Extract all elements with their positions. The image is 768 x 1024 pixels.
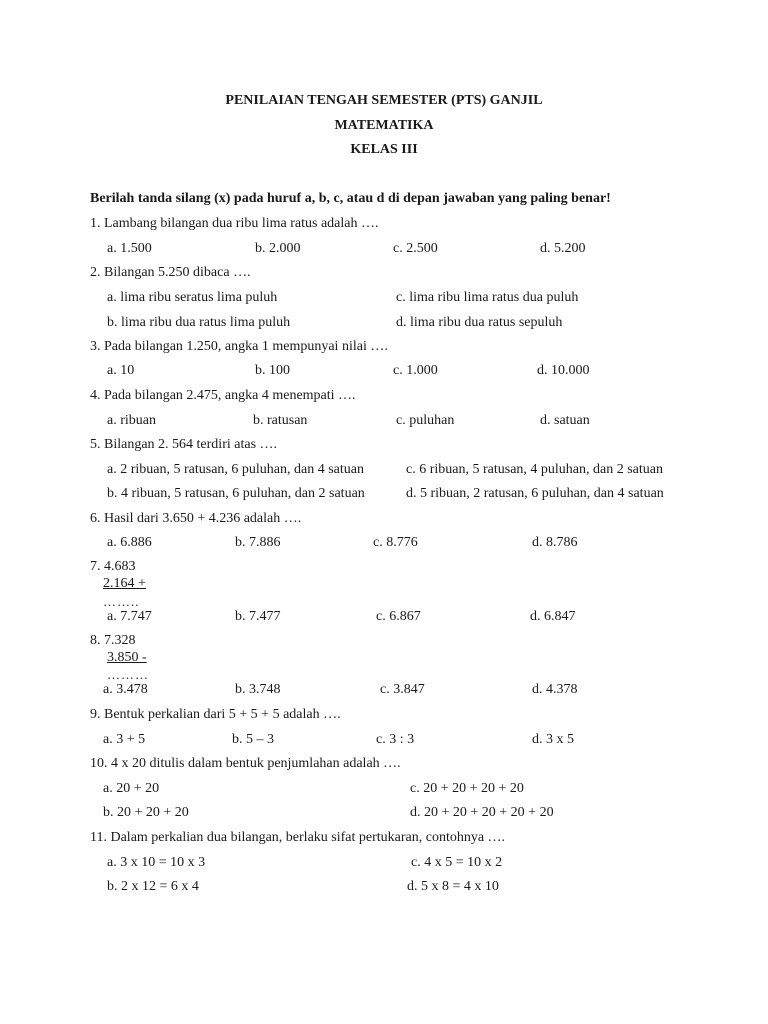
question-3-option-d: d. 10.000 bbox=[537, 363, 590, 378]
question-7-option-c: c. 6.867 bbox=[376, 609, 421, 624]
question-7: 7. 4.683 bbox=[90, 559, 136, 574]
question-3-option-b: b. 100 bbox=[255, 363, 290, 378]
question-8-option-c: c. 3.847 bbox=[380, 682, 425, 697]
question-9-option-b: b. 5 – 3 bbox=[232, 732, 274, 747]
class-title: KELAS III bbox=[350, 142, 418, 157]
question-7-option-b: b. 7.477 bbox=[235, 609, 281, 624]
question-6: 6. Hasil dari 3.650 + 4.236 adalah …. bbox=[90, 511, 302, 526]
question-2-option-c: c. lima ribu lima ratus dua puluh bbox=[396, 290, 579, 305]
question-5-option-d: d. 5 ribuan, 2 ratusan, 6 puluhan, dan 4 satuan bbox=[406, 486, 664, 501]
question-9-option-d: d. 3 x 5 bbox=[532, 732, 574, 747]
question-8-subtrahend: 3.850 - bbox=[107, 650, 147, 665]
question-2: 2. Bilangan 5.250 dibaca …. bbox=[90, 265, 251, 280]
question-1: 1. Lambang bilangan dua ribu lima ratus adalah …. bbox=[90, 216, 379, 231]
question-4-option-a: a. ribuan bbox=[107, 413, 156, 428]
question-6-option-a: a. 6.886 bbox=[107, 535, 152, 550]
question-2-option-b: b. lima ribu dua ratus lima puluh bbox=[107, 315, 291, 330]
question-6-option-d: d. 8.786 bbox=[532, 535, 578, 550]
question-6-option-b: b. 7.886 bbox=[235, 535, 281, 550]
question-1-option-a: a. 1.500 bbox=[107, 241, 152, 256]
question-7-option-a: a. 7.747 bbox=[107, 609, 152, 624]
question-7-addend: 2.164 + bbox=[103, 576, 146, 591]
question-5: 5. Bilangan 2. 564 terdiri atas …. bbox=[90, 437, 278, 452]
question-6-option-c: c. 8.776 bbox=[373, 535, 418, 550]
instruction-text: Berilah tanda silang (x) pada huruf a, b, c, atau d di depan jawaban yang paling benar! bbox=[90, 191, 611, 206]
question-5-option-c: c. 6 ribuan, 5 ratusan, 4 puluhan, dan 2 satuan bbox=[406, 462, 663, 477]
question-11-option-d: d. 5 x 8 = 4 x 10 bbox=[407, 879, 499, 894]
question-11-option-c: c. 4 x 5 = 10 x 2 bbox=[411, 855, 503, 870]
question-8-option-b: b. 3.748 bbox=[235, 682, 281, 697]
question-3-option-a: a. 10 bbox=[107, 363, 135, 378]
question-10-option-a: a. 20 + 20 bbox=[103, 781, 160, 796]
question-8-option-d: d. 4.378 bbox=[532, 682, 578, 697]
question-8-option-a: a. 3.478 bbox=[103, 682, 148, 697]
question-9-option-c: c. 3 : 3 bbox=[376, 732, 415, 747]
question-4-option-c: c. puluhan bbox=[396, 413, 455, 428]
exam-title: PENILAIAN TENGAH SEMESTER (PTS) GANJIL bbox=[225, 93, 543, 108]
question-4-option-d: d. satuan bbox=[540, 413, 590, 428]
question-7-option-d: d. 6.847 bbox=[530, 609, 576, 624]
question-10: 10. 4 x 20 ditulis dalam bentuk penjumlahan adalah …. bbox=[90, 756, 401, 771]
question-3: 3. Pada bilangan 1.250, angka 1 mempunyai nilai …. bbox=[90, 339, 388, 354]
question-10-option-d: d. 20 + 20 + 20 + 20 + 20 bbox=[410, 805, 554, 820]
subject-title: MATEMATIKA bbox=[334, 118, 434, 133]
question-2-option-a: a. lima ribu seratus lima puluh bbox=[107, 290, 278, 305]
question-10-option-c: c. 20 + 20 + 20 + 20 bbox=[410, 781, 524, 796]
question-9: 9. Bentuk perkalian dari 5 + 5 + 5 adalah …. bbox=[90, 707, 341, 722]
question-1-option-d: d. 5.200 bbox=[540, 241, 586, 256]
question-8-answer-dots: ……… bbox=[107, 667, 149, 682]
question-5-option-b: b. 4 ribuan, 5 ratusan, 6 puluhan, dan 2 satuan bbox=[107, 486, 365, 501]
question-9-option-a: a. 3 + 5 bbox=[103, 732, 146, 747]
question-7-answer-dots: …….. bbox=[103, 594, 140, 609]
question-1-option-b: b. 2.000 bbox=[255, 241, 301, 256]
question-11-option-a: a. 3 x 10 = 10 x 3 bbox=[107, 855, 206, 870]
question-5-option-a: a. 2 ribuan, 5 ratusan, 6 puluhan, dan 4 satuan bbox=[107, 462, 364, 477]
question-11-option-b: b. 2 x 12 = 6 x 4 bbox=[107, 879, 199, 894]
question-1-option-c: c. 2.500 bbox=[393, 241, 438, 256]
question-11: 11. Dalam perkalian dua bilangan, berlaku sifat pertukaran, contohnya …. bbox=[90, 830, 506, 845]
question-8: 8. 7.328 bbox=[90, 633, 136, 648]
question-3-option-c: c. 1.000 bbox=[393, 363, 438, 378]
question-10-option-b: b. 20 + 20 + 20 bbox=[103, 805, 189, 820]
question-4-option-b: b. ratusan bbox=[253, 413, 308, 428]
question-4: 4. Pada bilangan 2.475, angka 4 menempati …. bbox=[90, 388, 356, 403]
question-2-option-d: d. lima ribu dua ratus sepuluh bbox=[396, 315, 563, 330]
